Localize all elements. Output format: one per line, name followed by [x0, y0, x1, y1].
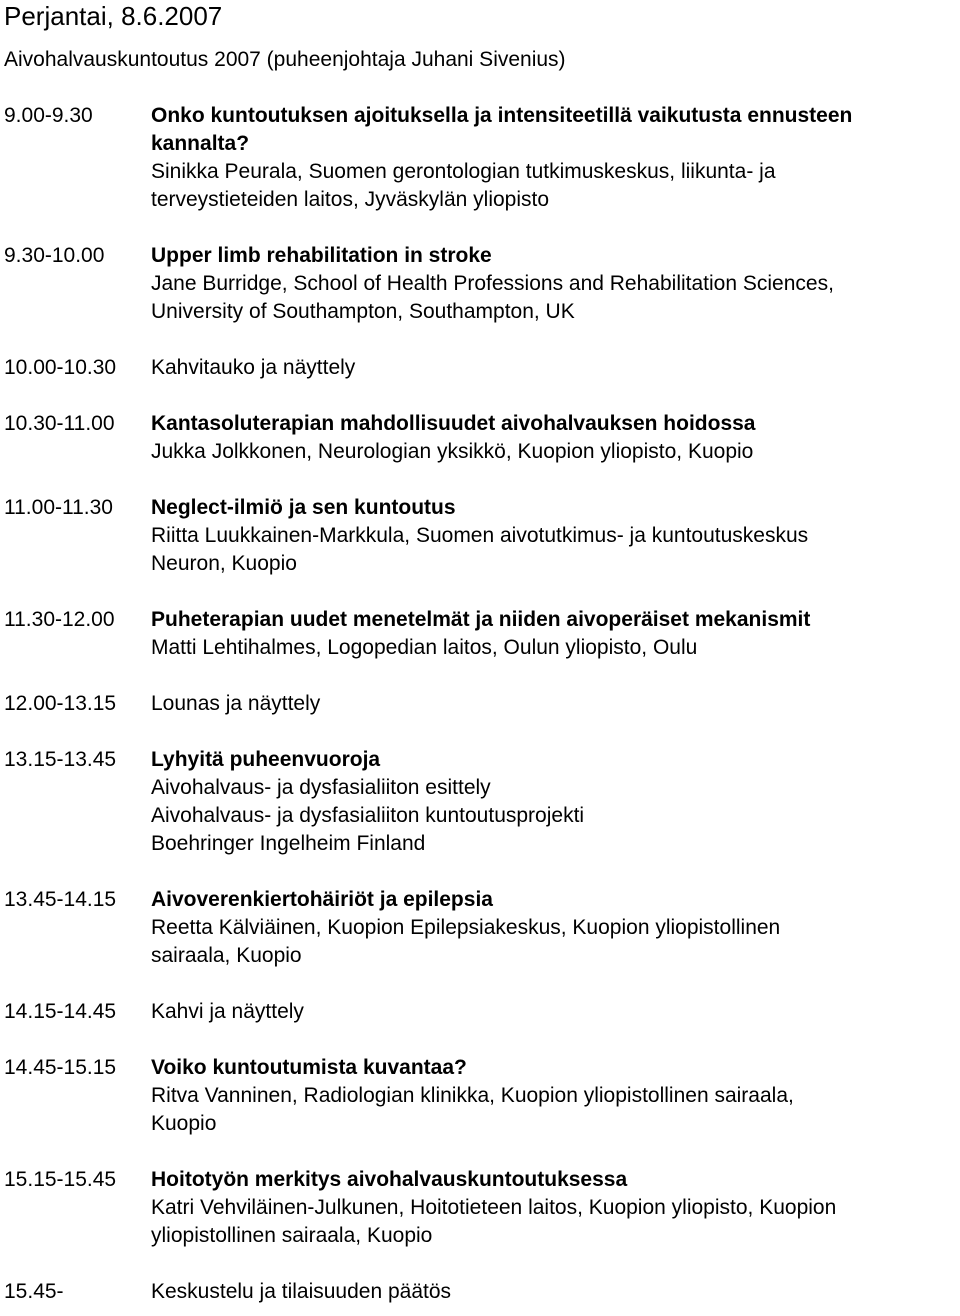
schedule-title: Lounas ja näyttely: [151, 692, 321, 715]
schedule-detail: Aivohalvaus- ja dysfasialiiton esittely: [151, 776, 491, 799]
schedule-detail: Aivohalvaus- ja dysfasialiiton kuntoutusprojekti: [151, 804, 585, 827]
schedule-time: 10.30-11.00: [4, 412, 115, 435]
schedule-content: [151, 242, 954, 326]
schedule-time: 13.15-13.45: [4, 748, 117, 771]
schedule-detail: Matti Lehtihalmes, Logopedian laitos, Oulun yliopisto, Oulu: [151, 636, 698, 659]
schedule-detail: yliopistollinen sairaala, Kuopio: [151, 1224, 433, 1247]
schedule-item: [4, 690, 954, 718]
schedule-content: [151, 1054, 954, 1138]
schedule-detail: sairaala, Kuopio: [151, 944, 302, 967]
schedule-content: [151, 494, 954, 578]
schedule-time: 10.00-10.30: [4, 356, 117, 379]
schedule-content: [151, 746, 954, 858]
schedule-detail: Riitta Luukkainen-Markkula, Suomen aivotutkimus- ja kuntoutuskeskus: [151, 524, 809, 547]
schedule-item: [4, 354, 954, 382]
schedule-item: [4, 886, 954, 970]
session-title: Aivohalvauskuntoutus 2007 (puheenjohtaja Juhani Sivenius): [4, 48, 566, 71]
schedule-item: [4, 494, 954, 578]
schedule-content: [151, 102, 954, 214]
schedule-title: Onko kuntoutuksen ajoituksella ja intensiteetillä vaikutusta ennusteen: [151, 104, 853, 127]
schedule-title: Lyhyitä puheenvuoroja: [151, 748, 381, 771]
schedule-time: 12.00-13.15: [4, 692, 117, 715]
schedule-item: [4, 1278, 954, 1306]
schedule-time: 11.30-12.00: [4, 608, 115, 631]
schedule-item: [4, 410, 954, 466]
schedule-item: [4, 242, 954, 326]
schedule-title: kannalta?: [151, 132, 250, 155]
schedule-detail: Neuron, Kuopio: [151, 552, 297, 575]
schedule-time: 9.30-10.00: [4, 244, 105, 267]
schedule-content: [151, 1166, 954, 1250]
schedule-content: [151, 354, 954, 382]
schedule-detail: Boehringer Ingelheim Finland: [151, 832, 426, 855]
schedule-detail: Reetta Kälviäinen, Kuopion Epilepsiakeskus, Kuopion yliopistollinen: [151, 916, 781, 939]
schedule-item: [4, 102, 954, 214]
schedule-content: [151, 410, 954, 466]
schedule-time: 9.00-9.30: [4, 104, 93, 127]
schedule-detail: Katri Vehviläinen-Julkunen, Hoitotieteen laitos, Kuopion yliopisto, Kuopion: [151, 1196, 837, 1219]
schedule-detail: Sinikka Peurala, Suomen gerontologian tutkimuskeskus, liikunta- ja: [151, 160, 776, 183]
schedule-content: [151, 1278, 954, 1306]
schedule-time: 15.15-15.45: [4, 1168, 117, 1191]
schedule-title: Upper limb rehabilitation in stroke: [151, 244, 492, 267]
spacer: [4, 74, 954, 102]
schedule-detail: Ritva Vanninen, Radiologian klinikka, Kuopion yliopistollinen sairaala,: [151, 1084, 794, 1107]
schedule-item: [4, 998, 954, 1026]
schedule-list: [4, 102, 954, 1306]
schedule-title: Kahvitauko ja näyttely: [151, 356, 356, 379]
schedule-item: [4, 606, 954, 662]
schedule-detail: University of Southampton, Southampton, UK: [151, 300, 575, 323]
schedule-title: Kahvi ja näyttely: [151, 1000, 304, 1023]
schedule-title: Neglect-ilmiö ja sen kuntoutus: [151, 496, 456, 519]
schedule-time: 13.45-14.15: [4, 888, 117, 911]
schedule-title: Voiko kuntoutumista kuvantaa?: [151, 1056, 467, 1079]
schedule-detail: Jukka Jolkkonen, Neurologian yksikkö, Kuopion yliopisto, Kuopio: [151, 440, 754, 463]
schedule-detail: Kuopio: [151, 1112, 217, 1135]
schedule-item: [4, 1054, 954, 1138]
schedule-title: Kantasoluterapian mahdollisuudet aivohalvauksen hoidossa: [151, 412, 756, 435]
schedule-content: [151, 886, 954, 970]
program-page: [4, 0, 954, 1306]
schedule-time: 14.45-15.15: [4, 1056, 117, 1079]
schedule-time: 11.00-11.30: [4, 496, 113, 519]
schedule-title: Keskustelu ja tilaisuuden päätös: [151, 1280, 452, 1303]
schedule-detail: terveystieteiden laitos, Jyväskylän yliopisto: [151, 188, 550, 211]
date-title: Perjantai, 8.6.2007: [4, 1, 223, 31]
schedule-item: [4, 746, 954, 858]
schedule-title: Aivoverenkiertohäiriöt ja epilepsia: [151, 888, 493, 911]
schedule-item: [4, 1166, 954, 1250]
schedule-title: Hoitotyön merkitys aivohalvauskuntoutuksessa: [151, 1168, 628, 1191]
schedule-content: [151, 606, 954, 662]
schedule-content: [151, 690, 954, 718]
schedule-time: 14.15-14.45: [4, 1000, 117, 1023]
schedule-title: Puheterapian uudet menetelmät ja niiden aivoperäiset mekanismit: [151, 608, 811, 631]
schedule-detail: Jane Burridge, School of Health Professions and Rehabilitation Sciences,: [151, 272, 834, 295]
schedule-content: [151, 998, 954, 1026]
schedule-time: 15.45-: [4, 1280, 64, 1303]
